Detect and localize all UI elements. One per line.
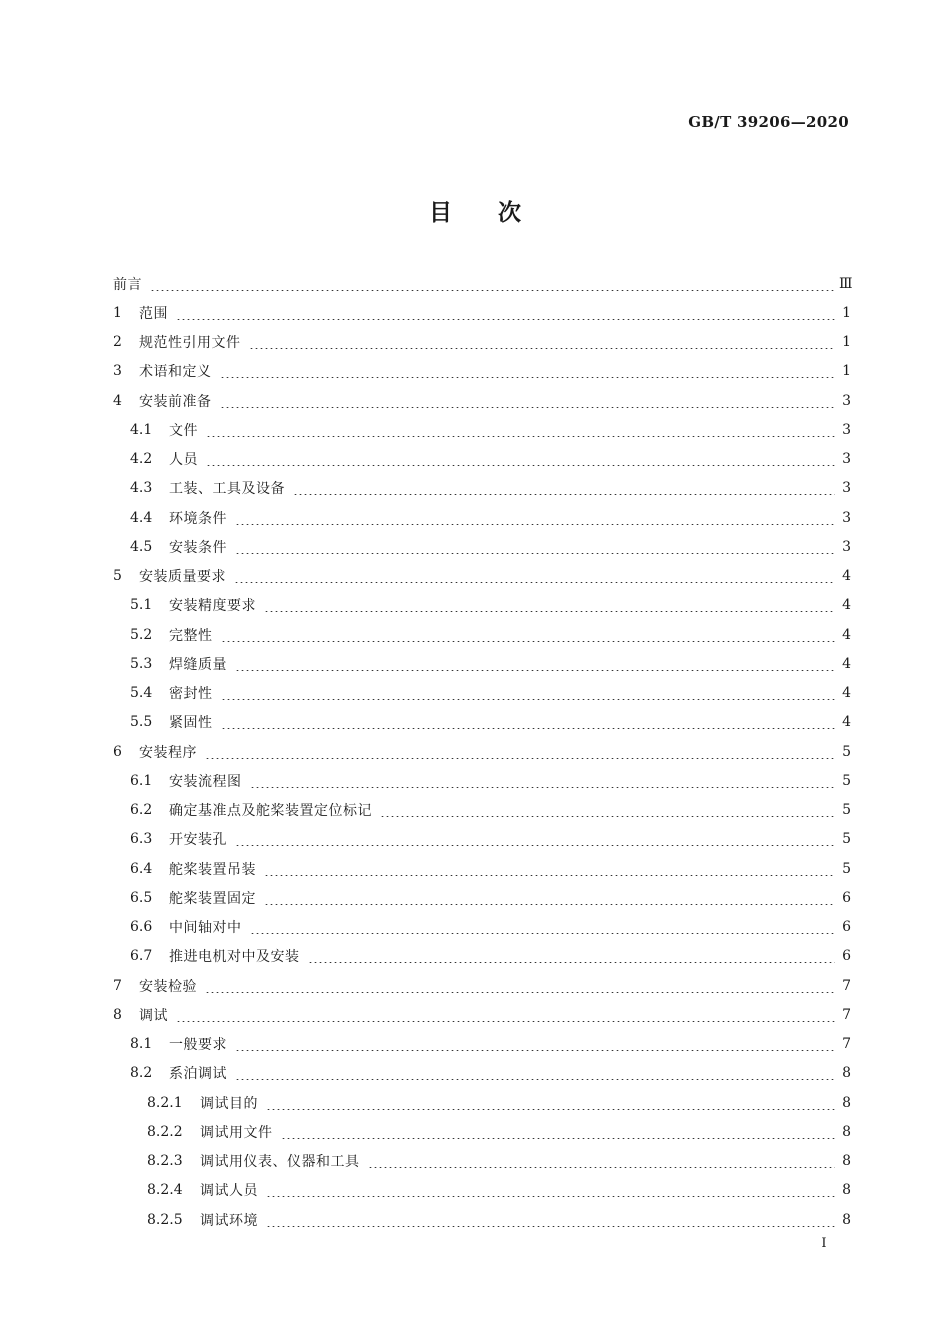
toc-entry[interactable] bbox=[113, 1088, 851, 1117]
toc-entry-page: 3 bbox=[842, 392, 851, 409]
toc-entry-label: 调试环境 bbox=[200, 1212, 258, 1229]
toc-entry-label: 安装检验 bbox=[139, 978, 197, 995]
toc-dot-leader bbox=[266, 1213, 835, 1227]
toc-entry-number: 5.2 bbox=[130, 626, 153, 643]
toc-dot-leader bbox=[206, 423, 835, 437]
toc-entry-label: 术语和定义 bbox=[139, 364, 212, 381]
toc-entry[interactable] bbox=[113, 942, 851, 971]
toc-entry[interactable] bbox=[113, 737, 851, 766]
toc-entry-page: 1 bbox=[842, 304, 851, 321]
toc-entry[interactable] bbox=[113, 825, 851, 854]
toc-entry-page: 5 bbox=[842, 802, 851, 819]
toc-entry[interactable] bbox=[113, 1000, 851, 1029]
page-number bbox=[0, 1236, 950, 1251]
table-of-contents bbox=[113, 269, 851, 1234]
toc-entry-label: 安装流程图 bbox=[169, 773, 242, 790]
toc-entry[interactable] bbox=[113, 532, 851, 561]
toc-entry-number: 5.1 bbox=[130, 597, 153, 614]
toc-entry-page: 4 bbox=[842, 655, 851, 672]
toc-dot-leader bbox=[250, 920, 836, 934]
toc-entry-number: 5.5 bbox=[130, 714, 153, 731]
toc-dot-leader bbox=[266, 1183, 835, 1197]
toc-entry-label: 推进电机对中及安装 bbox=[169, 949, 300, 966]
toc-dot-leader bbox=[220, 364, 836, 378]
toc-entry-label: 规范性引用文件 bbox=[139, 335, 241, 352]
toc-entry[interactable] bbox=[113, 679, 851, 708]
toc-entry-page: 8 bbox=[842, 1153, 851, 1170]
toc-entry[interactable] bbox=[113, 1059, 851, 1088]
toc-dot-leader bbox=[264, 862, 835, 876]
toc-entry[interactable] bbox=[113, 415, 851, 444]
toc-entry-page: 3 bbox=[842, 480, 851, 497]
toc-entry[interactable] bbox=[113, 708, 851, 737]
toc-entry-number: 8.2.5 bbox=[147, 1211, 183, 1228]
toc-entry-page: 4 bbox=[842, 685, 851, 702]
toc-entry[interactable] bbox=[113, 386, 851, 415]
toc-entry-number: 6 bbox=[113, 743, 122, 760]
toc-entry-page: 8 bbox=[842, 1211, 851, 1228]
toc-entry-label: 前言 bbox=[113, 276, 142, 293]
toc-dot-leader bbox=[221, 715, 836, 729]
toc-entry-label: 文件 bbox=[169, 422, 198, 439]
toc-entry-number: 8.2.3 bbox=[147, 1153, 183, 1170]
toc-entry[interactable] bbox=[113, 298, 851, 327]
toc-entry[interactable] bbox=[113, 328, 851, 357]
toc-entry-page: 4 bbox=[842, 714, 851, 731]
toc-entry-number: 8.1 bbox=[130, 1036, 153, 1053]
toc-entry-label: 安装前准备 bbox=[139, 393, 212, 410]
page-title: 目 次 bbox=[429, 200, 521, 226]
toc-dot-leader bbox=[221, 686, 836, 700]
toc-entry[interactable] bbox=[113, 503, 851, 532]
toc-dot-leader bbox=[250, 774, 836, 788]
toc-entry-number: 4.4 bbox=[130, 509, 153, 526]
toc-entry[interactable] bbox=[113, 1117, 851, 1146]
toc-entry-label: 调试用仪表、仪器和工具 bbox=[200, 1154, 360, 1171]
toc-dot-leader bbox=[206, 452, 835, 466]
standard-code: GB/T 39206—2020 bbox=[688, 113, 849, 131]
toc-dot-leader bbox=[380, 803, 835, 817]
toc-entry-page: 1 bbox=[842, 363, 851, 380]
toc-dot-leader bbox=[234, 569, 835, 583]
toc-entry-page: 7 bbox=[842, 1036, 851, 1053]
toc-dot-leader bbox=[150, 277, 835, 291]
toc-entry-number: 6.2 bbox=[130, 802, 153, 819]
toc-entry-label: 人员 bbox=[169, 452, 198, 469]
toc-dot-leader bbox=[235, 511, 835, 525]
toc-entry-number: 5.4 bbox=[130, 685, 153, 702]
toc-entry-label: 安装质量要求 bbox=[139, 569, 226, 586]
toc-entry[interactable] bbox=[113, 269, 851, 298]
toc-entry-page: 5 bbox=[842, 743, 851, 760]
toc-entry-label: 密封性 bbox=[169, 686, 213, 703]
toc-entry-number: 7 bbox=[113, 977, 122, 994]
toc-entry-page: 3 bbox=[842, 451, 851, 468]
toc-entry[interactable] bbox=[113, 357, 851, 386]
toc-entry[interactable] bbox=[113, 1030, 851, 1059]
toc-entry-number: 6.4 bbox=[130, 860, 153, 877]
toc-entry-page: 3 bbox=[842, 421, 851, 438]
toc-entry-number: 5.3 bbox=[130, 655, 153, 672]
toc-entry-page: 4 bbox=[842, 626, 851, 643]
toc-dot-leader bbox=[205, 745, 835, 759]
toc-entry-page: 4 bbox=[842, 568, 851, 585]
toc-entry-page: 7 bbox=[842, 977, 851, 994]
toc-entry-label: 一般要求 bbox=[169, 1037, 227, 1054]
toc-entry[interactable] bbox=[113, 913, 851, 942]
toc-dot-leader bbox=[235, 657, 835, 671]
toc-dot-leader bbox=[205, 979, 835, 993]
toc-entry-number: 4.3 bbox=[130, 480, 153, 497]
toc-entry-number: 8.2 bbox=[130, 1065, 153, 1082]
toc-entry-page: 8 bbox=[842, 1182, 851, 1199]
toc-entry-page: 5 bbox=[842, 772, 851, 789]
toc-entry[interactable] bbox=[113, 854, 851, 883]
toc-entry-label: 完整性 bbox=[169, 627, 213, 644]
toc-entry-label: 系泊调试 bbox=[169, 1066, 227, 1083]
toc-entry[interactable] bbox=[113, 1176, 851, 1205]
toc-entry-label: 调试用文件 bbox=[200, 1124, 273, 1141]
toc-entry[interactable] bbox=[113, 591, 851, 620]
toc-entry-label: 舵桨装置吊装 bbox=[169, 861, 256, 878]
toc-entry-page: 4 bbox=[842, 597, 851, 614]
toc-entry-label: 中间轴对中 bbox=[169, 920, 242, 937]
toc-entry-label: 工装、工具及设备 bbox=[169, 481, 285, 498]
toc-dot-leader bbox=[293, 481, 835, 495]
toc-dot-leader bbox=[235, 540, 835, 554]
toc-entry-label: 安装程序 bbox=[139, 744, 197, 761]
toc-entry-number: 8.2.4 bbox=[147, 1182, 183, 1199]
toc-entry-page: 8 bbox=[842, 1065, 851, 1082]
toc-dot-leader bbox=[235, 1037, 835, 1051]
toc-entry-page: 7 bbox=[842, 1006, 851, 1023]
toc-entry-number: 6.6 bbox=[130, 919, 153, 936]
toc-entry-page: Ⅲ bbox=[839, 275, 853, 292]
toc-entry-number: 6.7 bbox=[130, 948, 153, 965]
toc-entry-number: 4 bbox=[113, 392, 122, 409]
toc-dot-leader bbox=[368, 1154, 836, 1168]
toc-entry-number: 8.2.1 bbox=[147, 1094, 183, 1111]
toc-entry-number: 4.1 bbox=[130, 421, 153, 438]
toc-entry-number: 4.5 bbox=[130, 538, 153, 555]
toc-entry-number: 5 bbox=[113, 568, 122, 585]
toc-entry[interactable] bbox=[113, 649, 851, 678]
toc-entry-number: 4.2 bbox=[130, 451, 153, 468]
toc-entry-page: 6 bbox=[842, 889, 851, 906]
toc-dot-leader bbox=[308, 949, 836, 963]
toc-dot-leader bbox=[235, 1066, 835, 1080]
toc-entry-page: 6 bbox=[842, 948, 851, 965]
toc-entry-number: 6.5 bbox=[130, 889, 153, 906]
toc-entry-number: 8.2.2 bbox=[147, 1123, 183, 1140]
toc-dot-leader bbox=[235, 832, 835, 846]
toc-entry-page: 5 bbox=[842, 860, 851, 877]
toc-entry[interactable] bbox=[113, 971, 851, 1000]
page-number-text: I bbox=[821, 1236, 827, 1251]
toc-entry-label: 范围 bbox=[139, 305, 168, 322]
toc-entry[interactable] bbox=[113, 445, 851, 474]
toc-entry-label: 环境条件 bbox=[169, 510, 227, 527]
toc-entry-label: 确定基准点及舵桨装置定位标记 bbox=[169, 803, 372, 820]
toc-entry-label: 舵桨装置固定 bbox=[169, 890, 256, 907]
toc-entry-number: 3 bbox=[113, 363, 122, 380]
toc-entry[interactable] bbox=[113, 883, 851, 912]
toc-entry[interactable] bbox=[113, 620, 851, 649]
toc-dot-leader bbox=[220, 394, 836, 408]
toc-entry[interactable] bbox=[113, 766, 851, 795]
toc-entry-number: 2 bbox=[113, 334, 122, 351]
toc-entry-page: 1 bbox=[842, 334, 851, 351]
toc-dot-leader bbox=[264, 891, 835, 905]
toc-dot-leader bbox=[221, 628, 836, 642]
toc-dot-leader bbox=[176, 1008, 835, 1022]
toc-entry-page: 3 bbox=[842, 538, 851, 555]
toc-entry-page: 3 bbox=[842, 509, 851, 526]
toc-entry[interactable] bbox=[113, 1205, 851, 1234]
toc-entry-label: 调试 bbox=[139, 1007, 168, 1024]
toc-dot-leader bbox=[281, 1125, 836, 1139]
toc-entry-page: 5 bbox=[842, 831, 851, 848]
toc-entry-label: 安装精度要求 bbox=[169, 598, 256, 615]
toc-entry-label: 开安装孔 bbox=[169, 832, 227, 849]
toc-entry-label: 调试目的 bbox=[200, 1095, 258, 1112]
toc-entry-page: 6 bbox=[842, 919, 851, 936]
toc-entry-label: 紧固性 bbox=[169, 715, 213, 732]
toc-entry-number: 6.1 bbox=[130, 772, 153, 789]
toc-entry[interactable] bbox=[113, 474, 851, 503]
toc-dot-leader bbox=[176, 306, 835, 320]
toc-entry-number: 1 bbox=[113, 304, 122, 321]
toc-entry-label: 调试人员 bbox=[200, 1183, 258, 1200]
toc-dot-leader bbox=[266, 1096, 835, 1110]
toc-entry[interactable] bbox=[113, 562, 851, 591]
toc-entry-number: 6.3 bbox=[130, 831, 153, 848]
toc-entry[interactable] bbox=[113, 796, 851, 825]
toc-dot-leader bbox=[249, 335, 836, 349]
toc-entry-number: 8 bbox=[113, 1006, 122, 1023]
toc-entry-page: 8 bbox=[842, 1094, 851, 1111]
toc-entry-label: 焊缝质量 bbox=[169, 656, 227, 673]
toc-entry-page: 8 bbox=[842, 1123, 851, 1140]
toc-dot-leader bbox=[264, 598, 835, 612]
toc-entry-label: 安装条件 bbox=[169, 539, 227, 556]
toc-entry[interactable] bbox=[113, 1147, 851, 1176]
